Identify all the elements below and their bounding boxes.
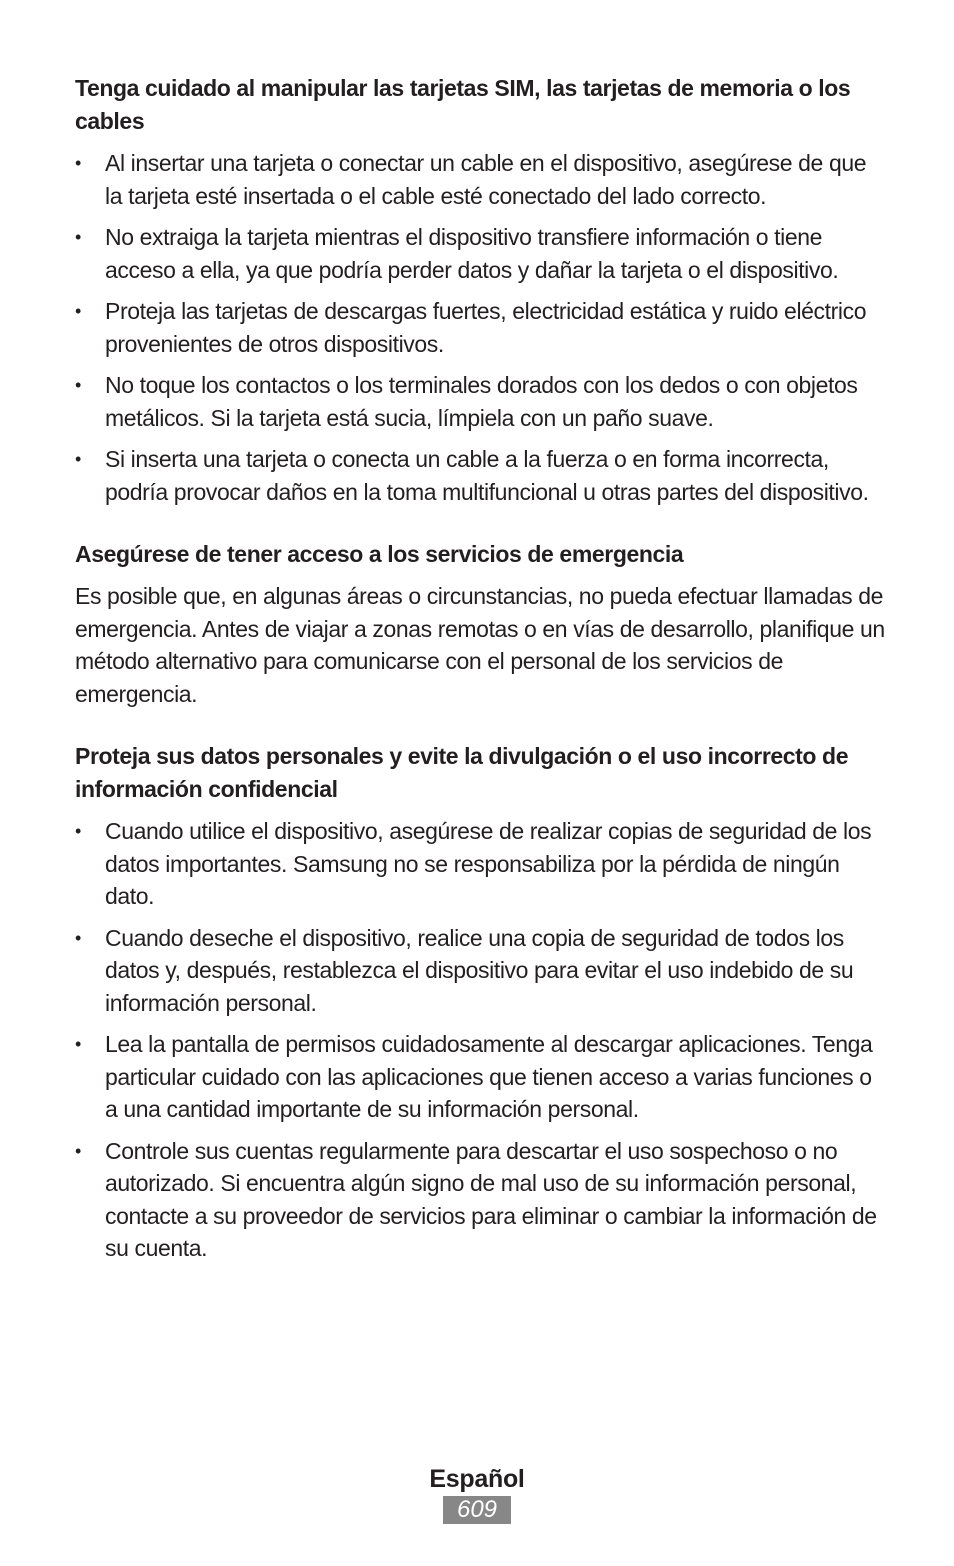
list-item [75, 1028, 885, 1126]
bullet-icon: • [75, 227, 81, 247]
section-heading: Asegúrese de tener acceso a los servicios de emergencia [75, 541, 684, 567]
list-item-text: Lea la pantalla de permisos cuidadosamente al descargar aplicaciones. Tenga particular cuidado con las aplicaciones que tienen acceso a varias funciones o a una cantidad importante de su información personal. [105, 1031, 873, 1122]
list-item [75, 369, 885, 434]
section-sim-cards [75, 72, 885, 508]
document-body [75, 72, 885, 1274]
bullet-icon: • [75, 1140, 81, 1161]
bullet-icon: • [75, 301, 81, 321]
bullet-icon: • [75, 821, 81, 841]
bullet-icon: • [75, 375, 81, 395]
list-item-text: Controle sus cuentas regularmente para descartar el uso sospechoso o no autorizado. Si encuentra algún signo de mal uso de su información personal, contacte a su proveedor de servicios para eliminar o cambiar la información de su cuenta. [105, 1137, 877, 1261]
bullet-list [75, 147, 885, 508]
list-item-text: No toque los contactos o los terminales dorados con los dedos o con objetos metálicos. Si la tarjeta está sucia, límpiela con un paño suave. [105, 372, 858, 431]
list-item-text: No extraiga la tarjeta mientras el dispositivo transfiere información o tiene acceso a ella, ya que podría perder datos y dañar la tarjeta o el dispositivo. [105, 224, 839, 283]
section-heading: Proteja sus datos personales y evite la divulgación o el uso incorrecto de información confidencial [75, 743, 849, 802]
list-item [75, 295, 885, 360]
footer-language: Español [429, 1465, 525, 1493]
list-item-text: Si inserta una tarjeta o conecta un cable a la fuerza o en forma incorrecta, podría provocar daños en la toma multifuncional u otras partes del dispositivo. [105, 446, 869, 505]
list-item-text: Al insertar una tarjeta o conectar un cable en el dispositivo, asegúrese de que la tarjeta esté insertada o el cable esté conectado del lado correcto. [105, 150, 867, 209]
section-paragraph: Es posible que, en algunas áreas o circunstancias, no pueda efectuar llamadas de emergencia. Antes de viajar a zonas remotas o en vías de desarrollo, planifique un método alternativo para comunicarse con el personal de los servicios de emergencia. [75, 583, 885, 707]
list-item [75, 147, 885, 212]
bullet-icon: • [75, 153, 81, 173]
section-personal-data [75, 740, 885, 1265]
bullet-list [75, 815, 885, 1265]
list-item [75, 815, 885, 913]
section-emergency-services [75, 538, 885, 710]
bullet-icon: • [75, 449, 81, 469]
bullet-icon: • [75, 1034, 81, 1054]
list-item-text: Cuando utilice el dispositivo, asegúrese de realizar copias de seguridad de los datos importantes. Samsung no se responsabiliza por la pérdida de ningún dato. [105, 818, 872, 909]
section-heading: Tenga cuidado al manipular las tarjetas SIM, las tarjetas de memoria o los cables [75, 75, 851, 134]
list-item [75, 443, 885, 508]
list-item-text: Proteja las tarjetas de descargas fuertes, electricidad estática y ruido eléctrico provenientes de otros dispositivos. [105, 298, 867, 357]
page-number-badge: 609 [443, 1496, 511, 1524]
bullet-icon: • [75, 927, 81, 948]
list-item-text: Cuando deseche el dispositivo, realice una copia de seguridad de todos los datos y, después, restablezca el dispositivo para evitar el uso indebido de su información personal. [105, 924, 854, 1016]
list-item [75, 221, 885, 286]
list-item [75, 922, 885, 1020]
list-item [75, 1135, 885, 1265]
page-footer [0, 1462, 954, 1524]
